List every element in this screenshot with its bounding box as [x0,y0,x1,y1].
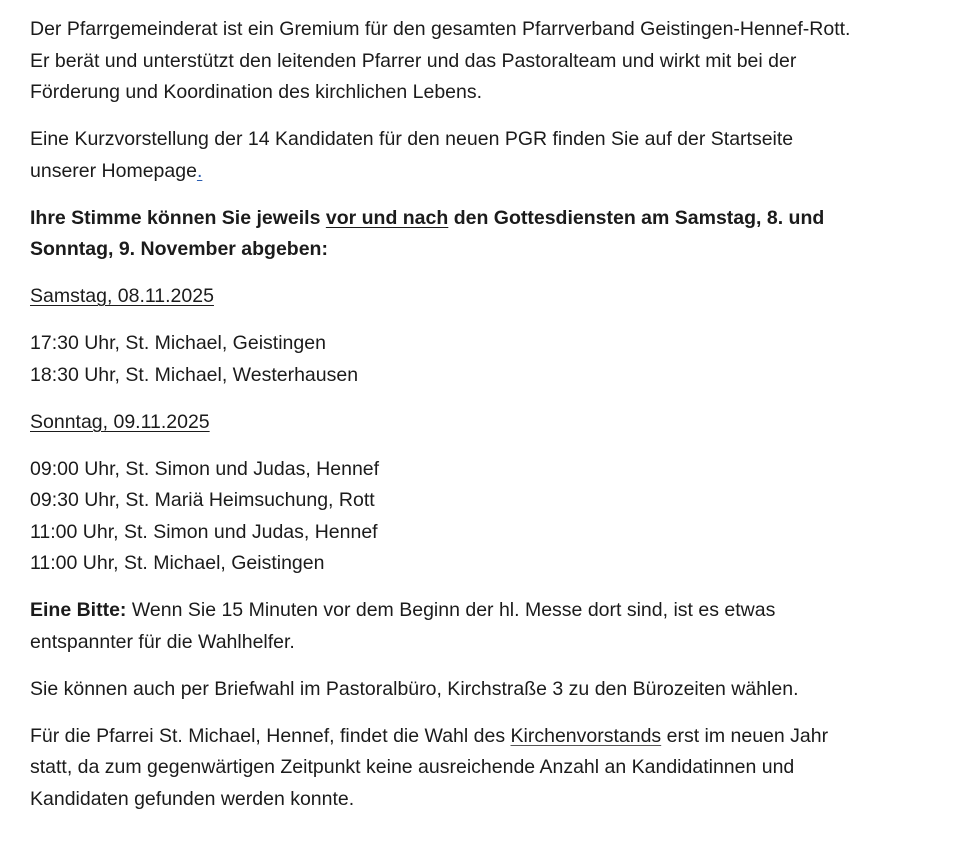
text-line: Sonntag, 9. November abgeben: [30,238,328,260]
sunday-services [30,454,950,580]
paragraph-postal-vote [30,674,950,706]
sunday-heading [30,407,950,439]
article-content [30,14,950,831]
service-item: 11:00 Uhr, St. Michael, Geistingen [30,552,325,574]
text-line: Er berät und unterstützt den leitenden Pfarrer und das Pastoralteam und wirkt mit bei der [30,49,797,72]
text-line [30,595,950,627]
paragraph-request [30,595,950,658]
underlined-text: vor und nach [325,206,449,229]
text-segment: Für die Pfarrei St. Michael, Hennef, findet die Wahl des [30,724,511,747]
request-label: Eine Bitte: [30,599,127,621]
homepage-link[interactable]: . [196,159,203,182]
paragraph-church-board [30,721,950,816]
text-segment: erst im neuen Jahr [661,724,829,747]
service-item: 09:30 Uhr, St. Mariä Heimsuchung, Rott [30,489,375,511]
text-line [30,156,950,188]
text-segment: Ihre Stimme können Sie jeweils [30,206,326,229]
text-line: Der Pfarrgemeinderat ist ein Gremium für den gesamten Pfarrverband Geistingen-Hennef-Rott. [30,18,851,40]
text-line: Eine Kurzvorstellung der 14 Kandidaten für den neuen PGR finden Sie auf der Startseite [30,128,794,150]
service-item: 18:30 Uhr, St. Michael, Westerhausen [30,363,359,386]
kirchenvorstand-link[interactable]: Kirchenvorstands [510,724,662,747]
text-line [30,721,950,753]
text-segment: Wenn Sie 15 Minuten vor dem Beginn der hl. Messe dort sind, ist es etwas [126,599,776,621]
saturday-date: Samstag, 08.11.2025 [30,285,214,307]
text-line: Sie können auch per Briefwahl im Pastoralbüro, Kirchstraße 3 zu den Bürozeiten wählen. [30,677,799,700]
text-line: Förderung und Koordination des kirchlichen Lebens. [30,81,483,103]
sunday-date: Sonntag, 09.11.2025 [30,410,210,433]
saturday-heading [30,281,950,313]
service-item: 09:00 Uhr, St. Simon und Judas, Hennef [30,457,380,480]
service-item: 11:00 Uhr, St. Simon und Judas, Hennef [30,520,378,543]
text-line: entspannter für die Wahlhelfer. [30,630,295,653]
paragraph-candidates [30,124,950,187]
text-line: statt, da zum gegenwärtigen Zeitpunkt keine ausreichende Anzahl an Kandidatinnen und [30,756,795,778]
text-segment: unserer Homepage [30,159,197,182]
paragraph-pgr-intro [30,14,950,109]
text-line: Kandidaten gefunden werden konnte. [30,787,355,810]
saturday-services [30,328,950,391]
paragraph-voting-info [30,203,950,266]
service-item: 17:30 Uhr, St. Michael, Geistingen [30,332,326,354]
text-segment: den Gottesdiensten am Samstag, 8. und [448,206,825,229]
text-line [30,203,950,235]
